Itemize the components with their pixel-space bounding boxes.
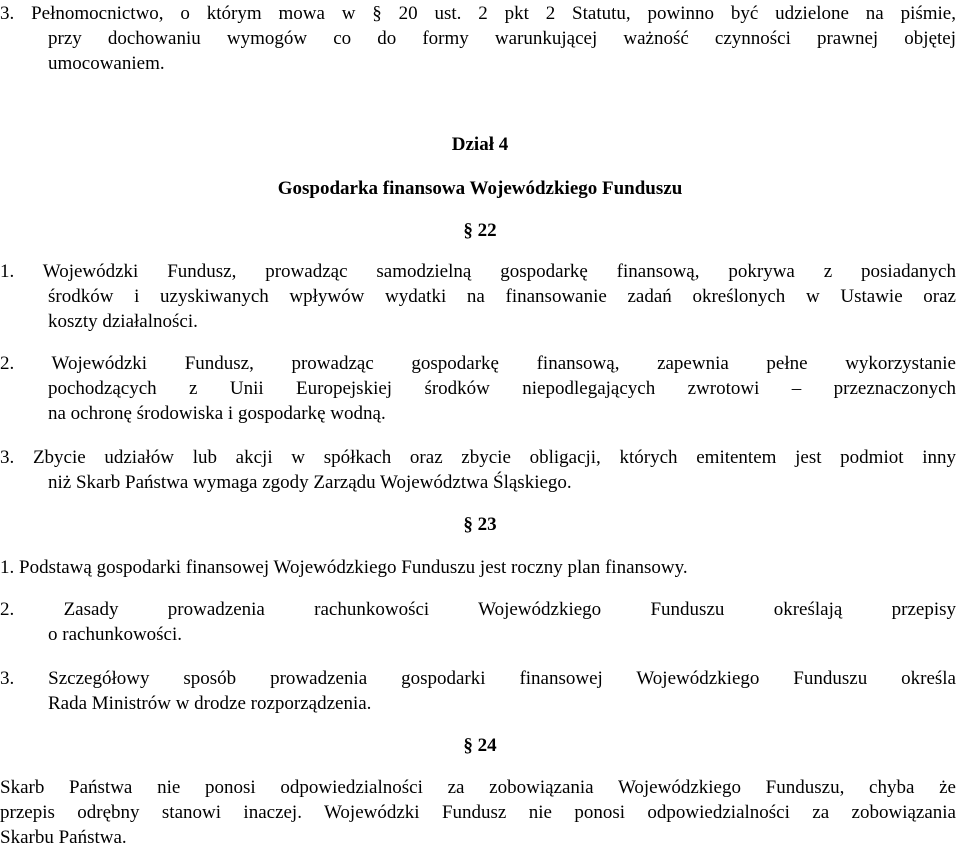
paragraph-line: środków i uzyskiwanych wpływów wydatki na finansowanie zadań określonych w Ustawie oraz: [48, 286, 956, 307]
paragraph-line: o rachunkowości.: [48, 624, 183, 645]
paragraph-line: Skarb Państwa nie ponosi odpowiedzialności za zobowiązania Wojewódzkiego Funduszu, chyba że: [0, 777, 956, 798]
intro-line-2: przy dochowaniu wymogów co do formy warunkującej ważność czynności prawnej objętej: [48, 28, 956, 49]
paragraph-line: 2. Zasady prowadzenia rachunkowości Wojewódzkiego Funduszu określają przepisy: [0, 599, 956, 620]
paragraph-line: Rada Ministrów w drodze rozporządzenia.: [48, 693, 372, 714]
paragraph-line: 3. Zbycie udziałów lub akcji w spółkach oraz zbycie obligacji, których emitentem jest podmiot inny: [0, 447, 956, 468]
paragraph-line: przepis odrębny stanowi inaczej. Wojewódzki Fundusz nie ponosi odpowiedzialności za zobowiązania: [0, 802, 956, 823]
paragraph-line: 1. Podstawą gospodarki finansowej Wojewódzkiego Funduszu jest roczny plan finansowy.: [0, 557, 688, 578]
paragraph-line: na ochronę środowiska i gospodarkę wodną.: [48, 403, 386, 424]
chapter-number: Dział 4: [451, 134, 509, 155]
intro-line-3: umocowaniem.: [48, 53, 165, 74]
paragraph-line: niż Skarb Państwa wymaga zgody Zarządu Województwa Śląskiego.: [48, 472, 572, 493]
intro-line-1: 3. Pełnomocnictwo, o którym mowa w § 20 ust. 2 pkt 2 Statutu, powinno być udzielone na piśmie,: [0, 3, 956, 24]
paragraph-line: 2. Wojewódzki Fundusz, prowadząc gospodarkę finansową, zapewnia pełne wykorzystanie: [0, 353, 956, 374]
section-heading-23: § 23: [463, 514, 497, 535]
section-heading-22: § 22: [463, 220, 497, 241]
paragraph-line: pochodzących z Unii Europejskiej środków niepodlegających zwrotowi – przeznaczonych: [48, 378, 956, 399]
paragraph-line: koszty działalności.: [48, 311, 198, 332]
section-heading-24: § 24: [463, 735, 497, 756]
paragraph-line: 3. Szczegółowy sposób prowadzenia gospodarki finansowej Wojewódzkiego Funduszu określa: [0, 668, 956, 689]
paragraph-line: Skarbu Państwa.: [0, 827, 127, 848]
paragraph-line: 1. Wojewódzki Fundusz, prowadząc samodzielną gospodarkę finansową, pokrywa z posiadanych: [0, 261, 956, 282]
chapter-title: Gospodarka finansowa Wojewódzkiego Funduszu: [277, 178, 683, 199]
